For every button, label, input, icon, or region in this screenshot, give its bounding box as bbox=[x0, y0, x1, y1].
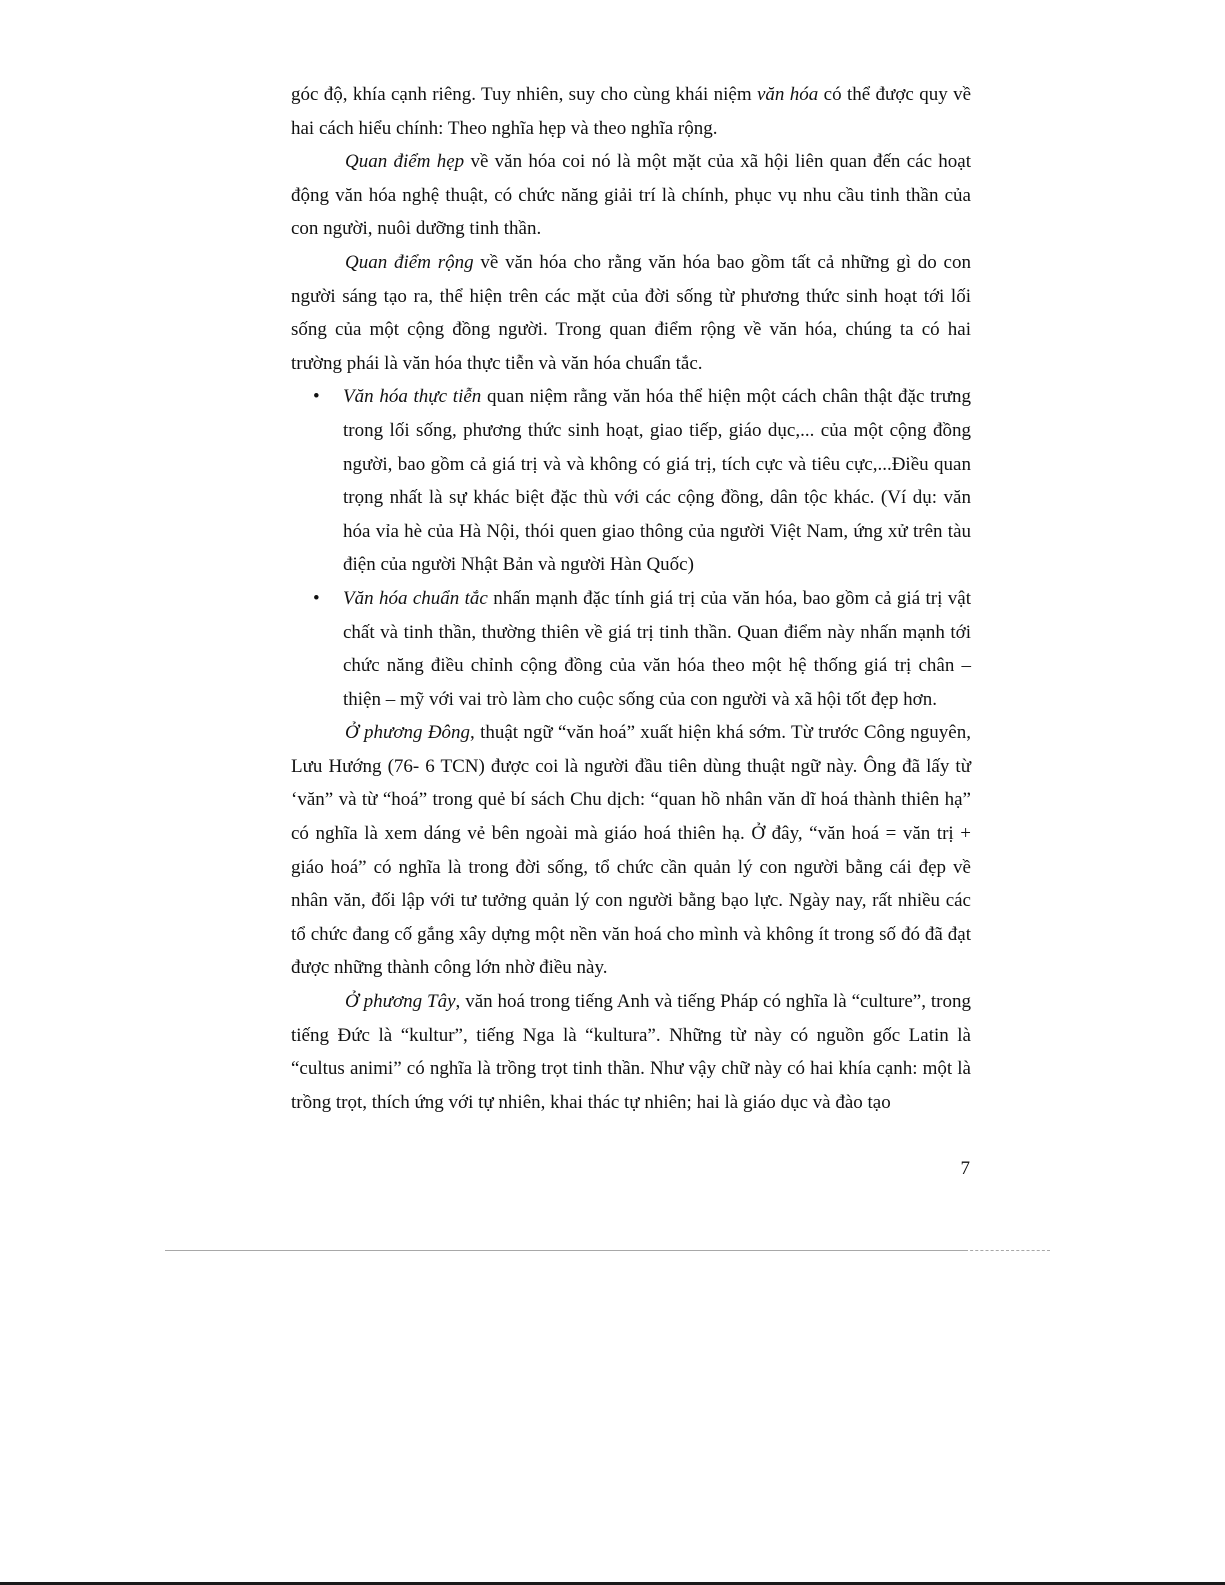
bullet-icon: • bbox=[313, 587, 320, 609]
page-number: 7 bbox=[960, 1158, 970, 1179]
paragraph bbox=[291, 78, 971, 145]
paragraph bbox=[291, 985, 971, 1119]
list-item bbox=[291, 380, 971, 582]
intro-paragraphs bbox=[291, 78, 971, 380]
culture-school-list bbox=[291, 380, 971, 716]
text-run: góc độ, khía cạnh riêng. Tuy nhiên, suy cho cùng khái niệm bbox=[291, 84, 757, 105]
text-run: có thể được quy về hai cách hiểu chính: Theo nghĩa hẹp và theo nghĩa rộng. bbox=[291, 84, 972, 139]
paragraph bbox=[291, 716, 971, 985]
footer-divider-dashed bbox=[965, 1250, 1050, 1251]
paragraph bbox=[291, 246, 971, 380]
text-run: , văn hoá trong tiếng Anh và tiếng Pháp có nghĩa là “culture”, trong tiếng Đức là “kultur”, tiếng Nga là “kultura”. Những từ này có nguồn gốc Latin là “cultus animi” có nghĩa là trồng trọt tinh thần. Như vậy chữ này có hai khía cạnh: một là trồng trọt, thích ứng với tự nhiên, khai thác tự nhiên; hai là giáo dục và đào tạo bbox=[291, 991, 971, 1113]
italic-term: Văn hóa thực tiễn bbox=[343, 386, 482, 408]
text-run: về văn hóa cho rằng văn hóa bao gồm tất cả những gì do con người sáng tạo ra, thể hiện trên các mặt của đời sống từ phương thức sinh hoạt tới lối sống của một cộng đồng người. Trong quan điểm rộng về văn hóa, chúng ta có hai trường phái là văn hóa thực tiễn và văn hóa chuẩn tắc. bbox=[291, 251, 971, 374]
italic-term: Ở phương Tây bbox=[345, 991, 456, 1013]
origin-paragraphs bbox=[291, 716, 971, 1119]
text-run: quan niệm rằng văn hóa thể hiện một cách chân thật đặc trưng trong lối sống, phương thức sinh hoạt, giao tiếp, giáo dục,... của một cộng đồng người, bao gồm cả giá trị và và không có giá trị, tích cực và tiêu cực,...Điều quan trọng nhất là sự khác biệt đặc thù với các cộng đồng, dân tộc khác. (Ví dụ: văn hóa vỉa hè của Hà Nội, thói quen giao thông của người Việt Nam, ứng xử trên tàu điện của người Nhật Bản và người Hàn Quốc) bbox=[343, 386, 971, 576]
italic-term: Ở phương Đông bbox=[345, 722, 471, 744]
italic-term: văn hóa bbox=[757, 84, 819, 105]
italic-term: Văn hóa chuẩn tắc bbox=[343, 587, 488, 609]
paragraph bbox=[291, 145, 971, 246]
text-run: nhấn mạnh đặc tính giá trị của văn hóa, bao gồm cả giá trị vật chất và tinh thần, thường thiên về giá trị tinh thần. Quan điểm này nhấn mạnh tới chức năng điều chỉnh cộng đồng của văn hóa theo một hệ thống giá trị chân – thiện – mỹ với vai trò làm cho cuộc sống của con người và xã hội tốt đẹp hơn. bbox=[343, 587, 971, 710]
italic-term: Quan điểm rộng bbox=[345, 251, 474, 273]
list-item bbox=[291, 582, 971, 716]
text-run: , thuật ngữ “văn hoá” xuất hiện khá sớm. Từ trước Công nguyên, Lưu Hướng (76- 6 TCN) được coi là người đầu tiên dùng thuật ngữ này. Ông đã lấy từ ‘văn” và từ “hoá” trong quẻ bí sách Chu dịch: “quan hồ nhân văn dĩ hoá thành thiên hạ” có nghĩa là xem dáng vẻ bên ngoài mà giáo hoá thiên hạ. Ở đây, “văn hoá = văn trị + giáo hoá” có nghĩa là trong đời sống, tổ chức cần quản lý con người bằng cái đẹp về nhân văn, đối lập với tư tưởng quản lý con người bằng bạo lực. Ngày nay, rất nhiều các tổ chức đang cố gắng xây dựng một nền văn hoá cho mình và không ít trong số đó đã đạt được những thành công lớn nhờ điều này. bbox=[291, 722, 971, 979]
footer-divider bbox=[165, 1250, 965, 1251]
text-run: về văn hóa coi nó là một mặt của xã hội liên quan đến các hoạt động văn hóa nghệ thuật, có chức năng giải trí là chính, phục vụ nhu cầu tinh thần của con người, nuôi dưỡng tinh thần. bbox=[291, 151, 972, 240]
italic-term: Quan điểm hẹp bbox=[345, 151, 465, 173]
document-body bbox=[291, 78, 971, 1119]
bullet-icon: • bbox=[313, 386, 320, 408]
